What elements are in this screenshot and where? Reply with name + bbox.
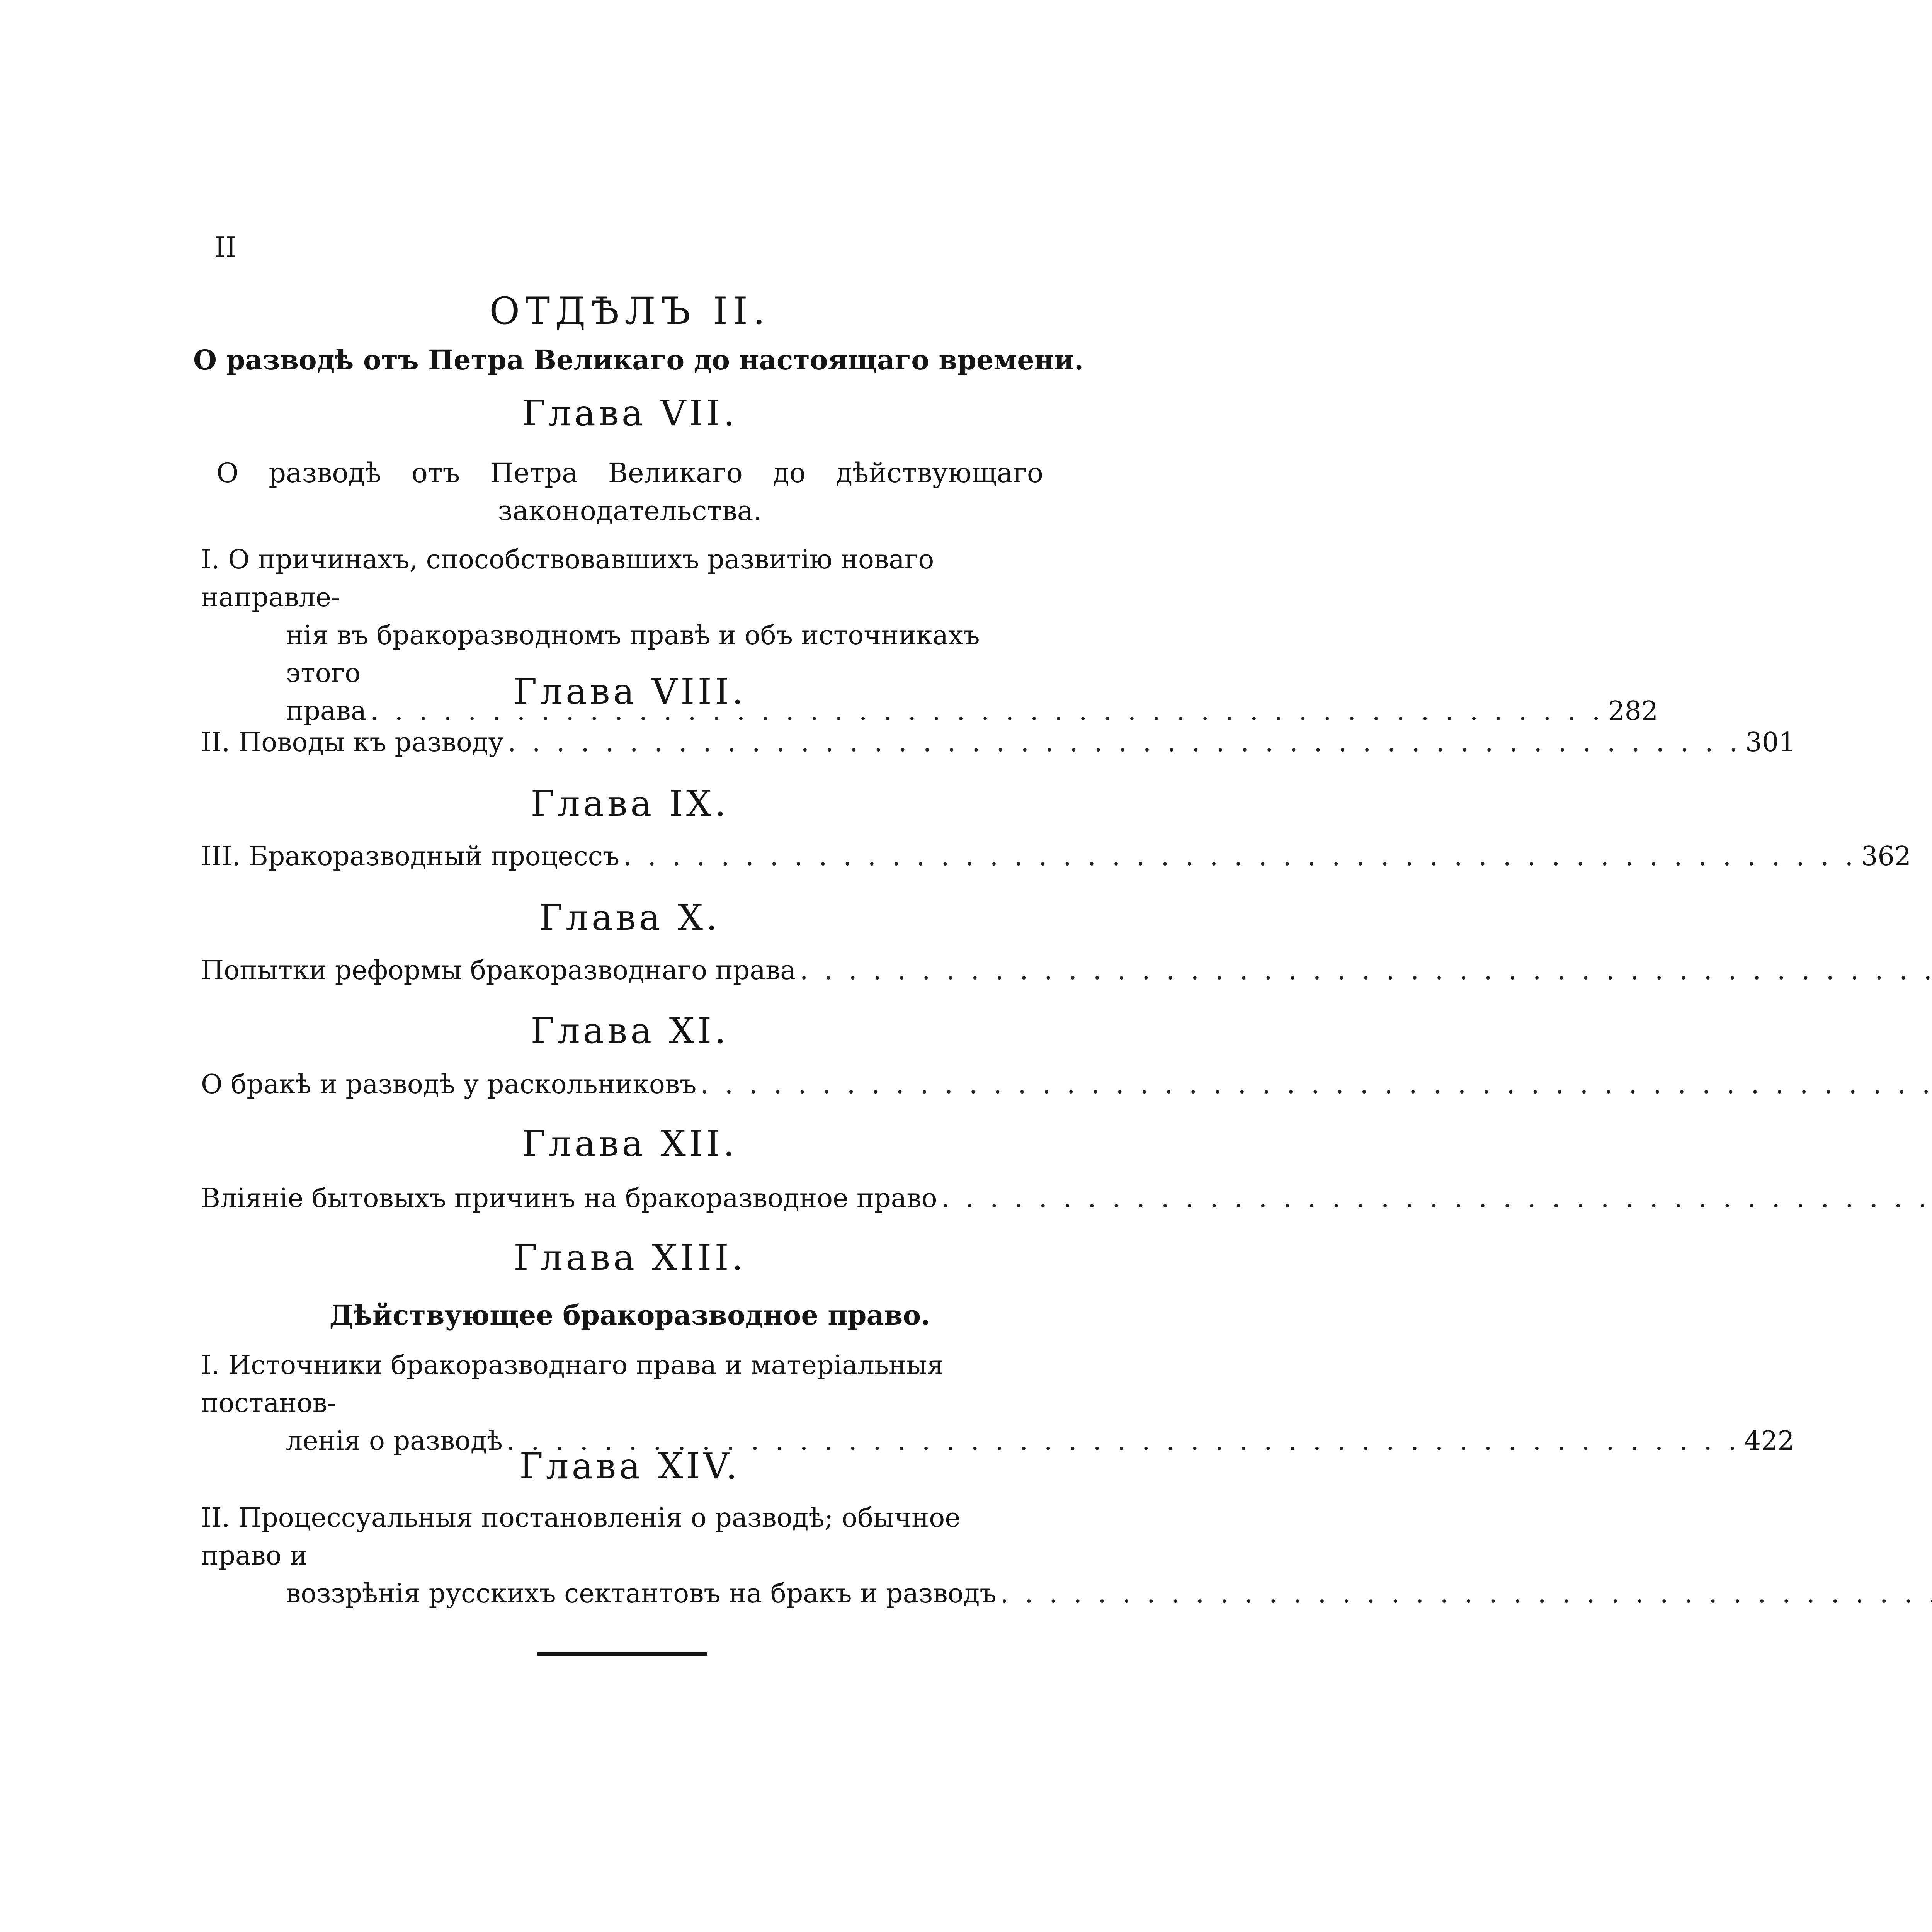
toc-entry-text: О причинахъ, способствовавшихъ развитію новаго направле-: [201, 544, 934, 613]
toc-entry-line: [201, 952, 1049, 990]
closing-rule: [537, 1652, 707, 1656]
toc-entry: [201, 1499, 1049, 1613]
chapter-heading: Глава IX.: [531, 783, 729, 824]
chapter-heading: Глава VII.: [522, 393, 738, 434]
toc-entry-text: воззрѣнія русскихъ сектантовъ на бракъ и разводъ: [286, 1578, 997, 1609]
dot-leader: [800, 955, 1932, 986]
section-subtitle: О разводѣ отъ Петра Великаго до настоящаго времени.: [193, 344, 1084, 376]
toc-entry-text: Процессуальныя постановленія о разводѣ; обычное право и: [201, 1503, 961, 1571]
toc-entry-line: [201, 1347, 1049, 1422]
toc-entry: [201, 1066, 1049, 1104]
toc-entry: [201, 1180, 1049, 1218]
dot-leader: [623, 841, 1857, 872]
dot-leader: [941, 1183, 1932, 1214]
toc-entry-text: Поводы къ разводу: [238, 727, 504, 758]
toc-entry-line: [201, 1180, 1049, 1218]
chapter-subtitle: О разводѣ отъ Петра Великаго до дѣйствующаго законодательства.: [216, 457, 1043, 527]
dot-leader: [508, 727, 1742, 758]
toc-entry-page: 282: [1608, 696, 1658, 726]
toc-entry-number: II.: [201, 1503, 230, 1533]
toc-entry-page: 422: [1744, 1426, 1794, 1456]
toc-entry-number: II.: [201, 727, 230, 758]
toc-entry-line: [201, 1066, 1049, 1104]
toc-entry-number: I.: [201, 1350, 220, 1381]
toc-entry-text: Вліяніе бытовыхъ причинъ на бракоразводное право: [201, 1183, 937, 1214]
toc-entry-page: 301: [1745, 727, 1796, 758]
toc-entry: [201, 952, 1049, 990]
section-title: ОТДѢЛЪ II.: [489, 289, 770, 333]
toc-entry-text: Попытки реформы бракоразводнаго права: [201, 955, 796, 986]
chapter-subtitle: Дѣйствующее бракоразводное право.: [329, 1299, 930, 1331]
toc-entry-text: ленія о разводѣ: [286, 1426, 503, 1456]
toc-entry-text: Бракоразводный процессъ: [248, 841, 620, 872]
chapter-heading: Глава XIV.: [519, 1446, 740, 1487]
toc-entry-line: [201, 1499, 1049, 1575]
chapter-heading: Глава XII.: [522, 1123, 738, 1164]
toc-entry-page: 362: [1861, 841, 1912, 872]
toc-entry: [201, 838, 1912, 876]
dot-leader: [1000, 1578, 1932, 1609]
toc-entry-text: О бракѣ и разводѣ у раскольниковъ: [201, 1069, 697, 1100]
toc-entry-line: [201, 1575, 1049, 1613]
toc-entry-number: III.: [201, 841, 241, 872]
toc-entry-line: [201, 724, 1796, 762]
toc-entry-text: Источники бракоразводнаго права и матеріальныя постанов-: [201, 1350, 944, 1418]
toc-entry-text: права: [286, 696, 367, 726]
toc-entry-line: [201, 838, 1912, 876]
toc-entry-number: I.: [201, 544, 220, 575]
toc-entry-line: нія въ бракоразводномъ правѣ и объ источникахъ этого: [286, 620, 980, 689]
page-number: II: [214, 231, 236, 264]
chapter-heading: Глава VIII.: [513, 671, 747, 712]
dot-leader: [700, 1069, 1932, 1100]
chapter-heading: Глава XI.: [531, 1010, 729, 1051]
toc-entry: [201, 1347, 1794, 1460]
chapter-heading: Глава X.: [539, 897, 721, 938]
toc-entry: [201, 724, 1796, 762]
chapter-heading: Глава XIII.: [514, 1237, 746, 1278]
toc-entry-line: [201, 541, 1049, 617]
